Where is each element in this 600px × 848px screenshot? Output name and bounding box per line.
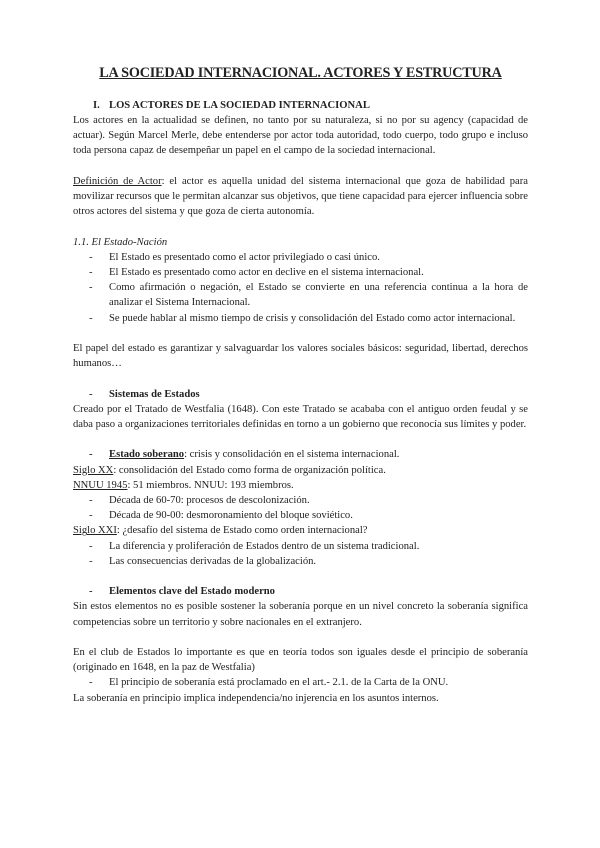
sistemas-heading: - Sistemas de Estados: [73, 387, 528, 402]
siglo-xx-list: [73, 493, 528, 523]
list-item: - El principio de soberanía está proclamado en el art.- 2.1. de la Carta de la ONU.: [73, 675, 528, 690]
siglo-xxi-label: Siglo XXI: [73, 525, 117, 537]
siglo-xx-label: Siglo XX: [73, 464, 114, 476]
closing-paragraph: La soberanía en principio implica independencia/no injerencia en los asuntos internos.: [73, 692, 439, 704]
definition-text: : el actor es aquella unidad del sistema internacional que goza de habilidad para movilizar recursos que le permitan alcanzar sus objetivos, que tiene capacidad para ejercer influencia sobre otros actores del sistema y que goza de cierta autonomía.: [73, 175, 528, 218]
elementos-paragraph: Sin estos elementos no es posible sostener la soberanía porque en un nivel concreto la soberanía significa competencias sobre un territorio y sobre nacionales en el extranjero.: [73, 601, 528, 628]
definition-paragraph: [73, 174, 528, 220]
list-item: - Se puede hablar al mismo tiempo de crisis y consolidación del Estado como actor internacional.: [73, 311, 528, 326]
intro-paragraph: Los actores en la actualidad se definen, no tanto por su naturaleza, si no por su agency (capacidad de actuar). Según Marcel Merle, debe entenderse por actor toda autoridad, todo cuerpo, todo grupo e incluso toda persona capaz de desempeñar un papel en el campo de la sociedad internacional.: [73, 115, 528, 157]
section-number: I.: [93, 100, 100, 111]
siglo-xx-line: [73, 463, 528, 478]
club-paragraph: En el club de Estados lo importante es que en teoría todos son iguales desde el principio de soberanía (originado en 1648, en la paz de Westfalia): [73, 647, 528, 674]
definition-label: Definición de Actor: [73, 175, 162, 187]
list-item: - Las consecuencias derivadas de la globalización.: [73, 554, 528, 569]
soberano-heading: [73, 447, 528, 462]
soberano-heading-label: Estado soberano: [109, 449, 185, 461]
list-item: - La diferencia y proliferación de Estados dentro de un sistema tradicional.: [73, 539, 528, 554]
soberania-list: [73, 675, 528, 690]
section-heading-text: LOS ACTORES DE LA SOCIEDAD INTERNACIONAL: [109, 100, 370, 111]
estado-list: [73, 250, 528, 326]
list-item: - El Estado es presentado como actor en declive en el sistema internacional.: [73, 265, 528, 280]
siglo-xxi-text: : ¿desafío del sistema de Estado como orden internacional?: [116, 525, 368, 537]
list-item: - Década de 90-00: desmoronamiento del bloque soviético.: [73, 508, 528, 523]
nnuu-line: [73, 478, 528, 493]
document-title: LA SOCIEDAD INTERNACIONAL. ACTORES Y ESTRUCTURA: [99, 65, 502, 81]
subsection-heading: 1.1. El Estado-Nación: [73, 236, 168, 248]
list-item: - Década de 60-70: procesos de descolonización.: [73, 493, 528, 508]
role-paragraph: El papel del estado es garantizar y salvaguardar los valores sociales básicos: seguridad, libertad, derechos humanos…: [73, 343, 528, 370]
list-item: - El Estado es presentado como el actor privilegiado o casi único.: [73, 250, 528, 265]
siglo-xx-text: : consolidación del Estado como forma de organización política.: [113, 464, 386, 476]
elementos-heading: - Elementos clave del Estado moderno: [73, 584, 528, 599]
sistemas-paragraph: Creado por el Tratado de Westfalia (1648). Con este Tratado se acababa con el antiguo orden feudal y se daba paso a organizaciones territoriales definidas en torno a un gobierno que reconocía sus límites y poder.: [73, 403, 528, 430]
document-page: [73, 64, 528, 706]
section-heading: [93, 99, 528, 113]
nnuu-label: NNUU 1945: [73, 479, 128, 491]
nnuu-text: : 51 miembros. NNUU: 193 miembros.: [127, 479, 294, 491]
siglo-xxi-line: [73, 523, 528, 538]
soberano-heading-rest: : crisis y consolidación en el sistema internacional.: [184, 449, 400, 461]
siglo-xxi-list: [73, 539, 528, 569]
list-item: - Como afirmación o negación, el Estado se convierte en una referencia continua a la hora de analizar el Sistema Internacional.: [73, 280, 528, 310]
